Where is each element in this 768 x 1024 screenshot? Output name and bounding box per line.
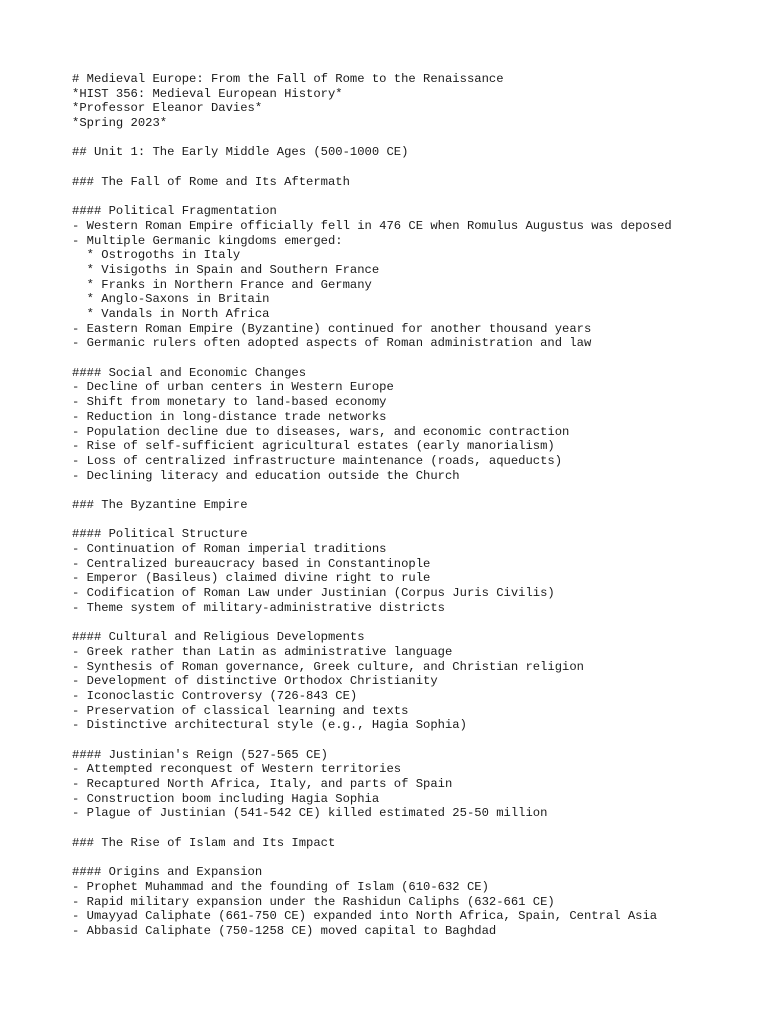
blank-line (72, 483, 752, 498)
course-info-line: *Spring 2023* (72, 116, 168, 131)
bullet-item: - Abbasid Caliphate (750-1258 CE) moved capital to Baghdad (72, 923, 497, 938)
bullet-item: - Development of distinctive Orthodox Christianity (72, 674, 438, 689)
course-info-line: *Professor Eleanor Davies* (72, 101, 263, 116)
blank-line (72, 131, 752, 146)
blank-line (72, 850, 752, 865)
bullet-item: - Preservation of classical learning and texts (72, 703, 409, 718)
bullet-item: - Iconoclastic Controversy (726-843 CE) (72, 688, 358, 703)
bullet-item: - Greek rather than Latin as administrative language (72, 644, 453, 659)
blank-line (72, 513, 752, 528)
sub-bullet-item: * Visigoths in Spain and Southern France (72, 262, 380, 277)
bullet-item: - Declining literacy and education outside the Church (72, 468, 460, 483)
bullet-item: - Shift from monetary to land-based economy (72, 395, 387, 410)
subsection-heading: #### Justinian's Reign (527-565 CE) (72, 747, 328, 762)
blank-line (72, 160, 752, 175)
bullet-item: - Plague of Justinian (541-542 CE) killed estimated 25-50 million (72, 806, 548, 821)
bullet-item: - Distinctive architectural style (e.g., Hagia Sophia) (72, 718, 467, 733)
subsection-heading: #### Social and Economic Changes (72, 365, 307, 380)
bullet-item: - Germanic rulers often adopted aspects of Roman administration and law (72, 336, 592, 351)
subsection-heading: #### Origins and Expansion (72, 865, 263, 880)
bullet-item: - Construction boom including Hagia Sophia (72, 791, 380, 806)
document-body (72, 72, 752, 939)
bullet-item: - Codification of Roman Law under Justinian (Corpus Juris Civilis) (72, 586, 555, 601)
section-heading: ### The Fall of Rome and Its Aftermath (72, 174, 350, 189)
sub-bullet-item: * Franks in Northern France and Germany (72, 277, 372, 292)
bullet-item: - Theme system of military-administrative districts (72, 600, 445, 615)
bullet-item: - Rise of self-sufficient agricultural estates (early manorialism) (72, 439, 555, 454)
bullet-item: - Centralized bureaucracy based in Constantinople (72, 556, 431, 571)
bullet-item: - Recaptured North Africa, Italy, and parts of Spain (72, 777, 453, 791)
document-title: # Medieval Europe: From the Fall of Rome to the Renaissance (72, 72, 504, 86)
bullet-item: - Synthesis of Roman governance, Greek culture, and Christian religion (72, 659, 584, 674)
bullet-item: - Multiple Germanic kingdoms emerged: (72, 233, 343, 248)
bullet-item: - Prophet Muhammad and the founding of Islam (610-632 CE) (72, 879, 489, 894)
blank-line (72, 615, 752, 630)
section-heading: ### The Byzantine Empire (72, 497, 248, 512)
blank-line (72, 821, 752, 836)
blank-line (72, 733, 752, 748)
bullet-item: - Rapid military expansion under the Rashidun Caliphs (632-661 CE) (72, 894, 555, 909)
sub-bullet-item: * Vandals in North Africa (72, 307, 270, 321)
bullet-item: - Umayyad Caliphate (661-750 CE) expanded into North Africa, Spain, Central Asia (72, 909, 658, 924)
bullet-item: - Population decline due to diseases, wars, and economic contraction (72, 424, 570, 439)
bullet-item: - Attempted reconquest of Western territories (72, 762, 402, 777)
section-heading: ### The Rise of Islam and Its Impact (72, 835, 336, 850)
bullet-item: - Loss of centralized infrastructure maintenance (roads, aqueducts) (72, 453, 563, 468)
subsection-heading: #### Political Fragmentation (72, 204, 277, 219)
unit-heading: ## Unit 1: The Early Middle Ages (500-1000 CE) (72, 145, 409, 160)
bullet-item: - Emperor (Basileus) claimed divine right to rule (72, 571, 431, 586)
sub-bullet-item: * Anglo-Saxons in Britain (72, 292, 270, 307)
course-info-line: *HIST 356: Medieval European History* (72, 86, 343, 101)
bullet-item: - Continuation of Roman imperial traditions (72, 542, 387, 556)
bullet-item: - Reduction in long-distance trade networks (72, 409, 387, 424)
subsection-heading: #### Cultural and Religious Developments (72, 630, 365, 645)
blank-line (72, 351, 752, 366)
bullet-item: - Decline of urban centers in Western Europe (72, 380, 394, 395)
bullet-item: - Eastern Roman Empire (Byzantine) continued for another thousand years (72, 321, 592, 336)
subsection-heading: #### Political Structure (72, 527, 248, 542)
bullet-item: - Western Roman Empire officially fell in 476 CE when Romulus Augustus was deposed (72, 218, 672, 233)
blank-line (72, 190, 752, 205)
sub-bullet-item: * Ostrogoths in Italy (72, 248, 241, 263)
